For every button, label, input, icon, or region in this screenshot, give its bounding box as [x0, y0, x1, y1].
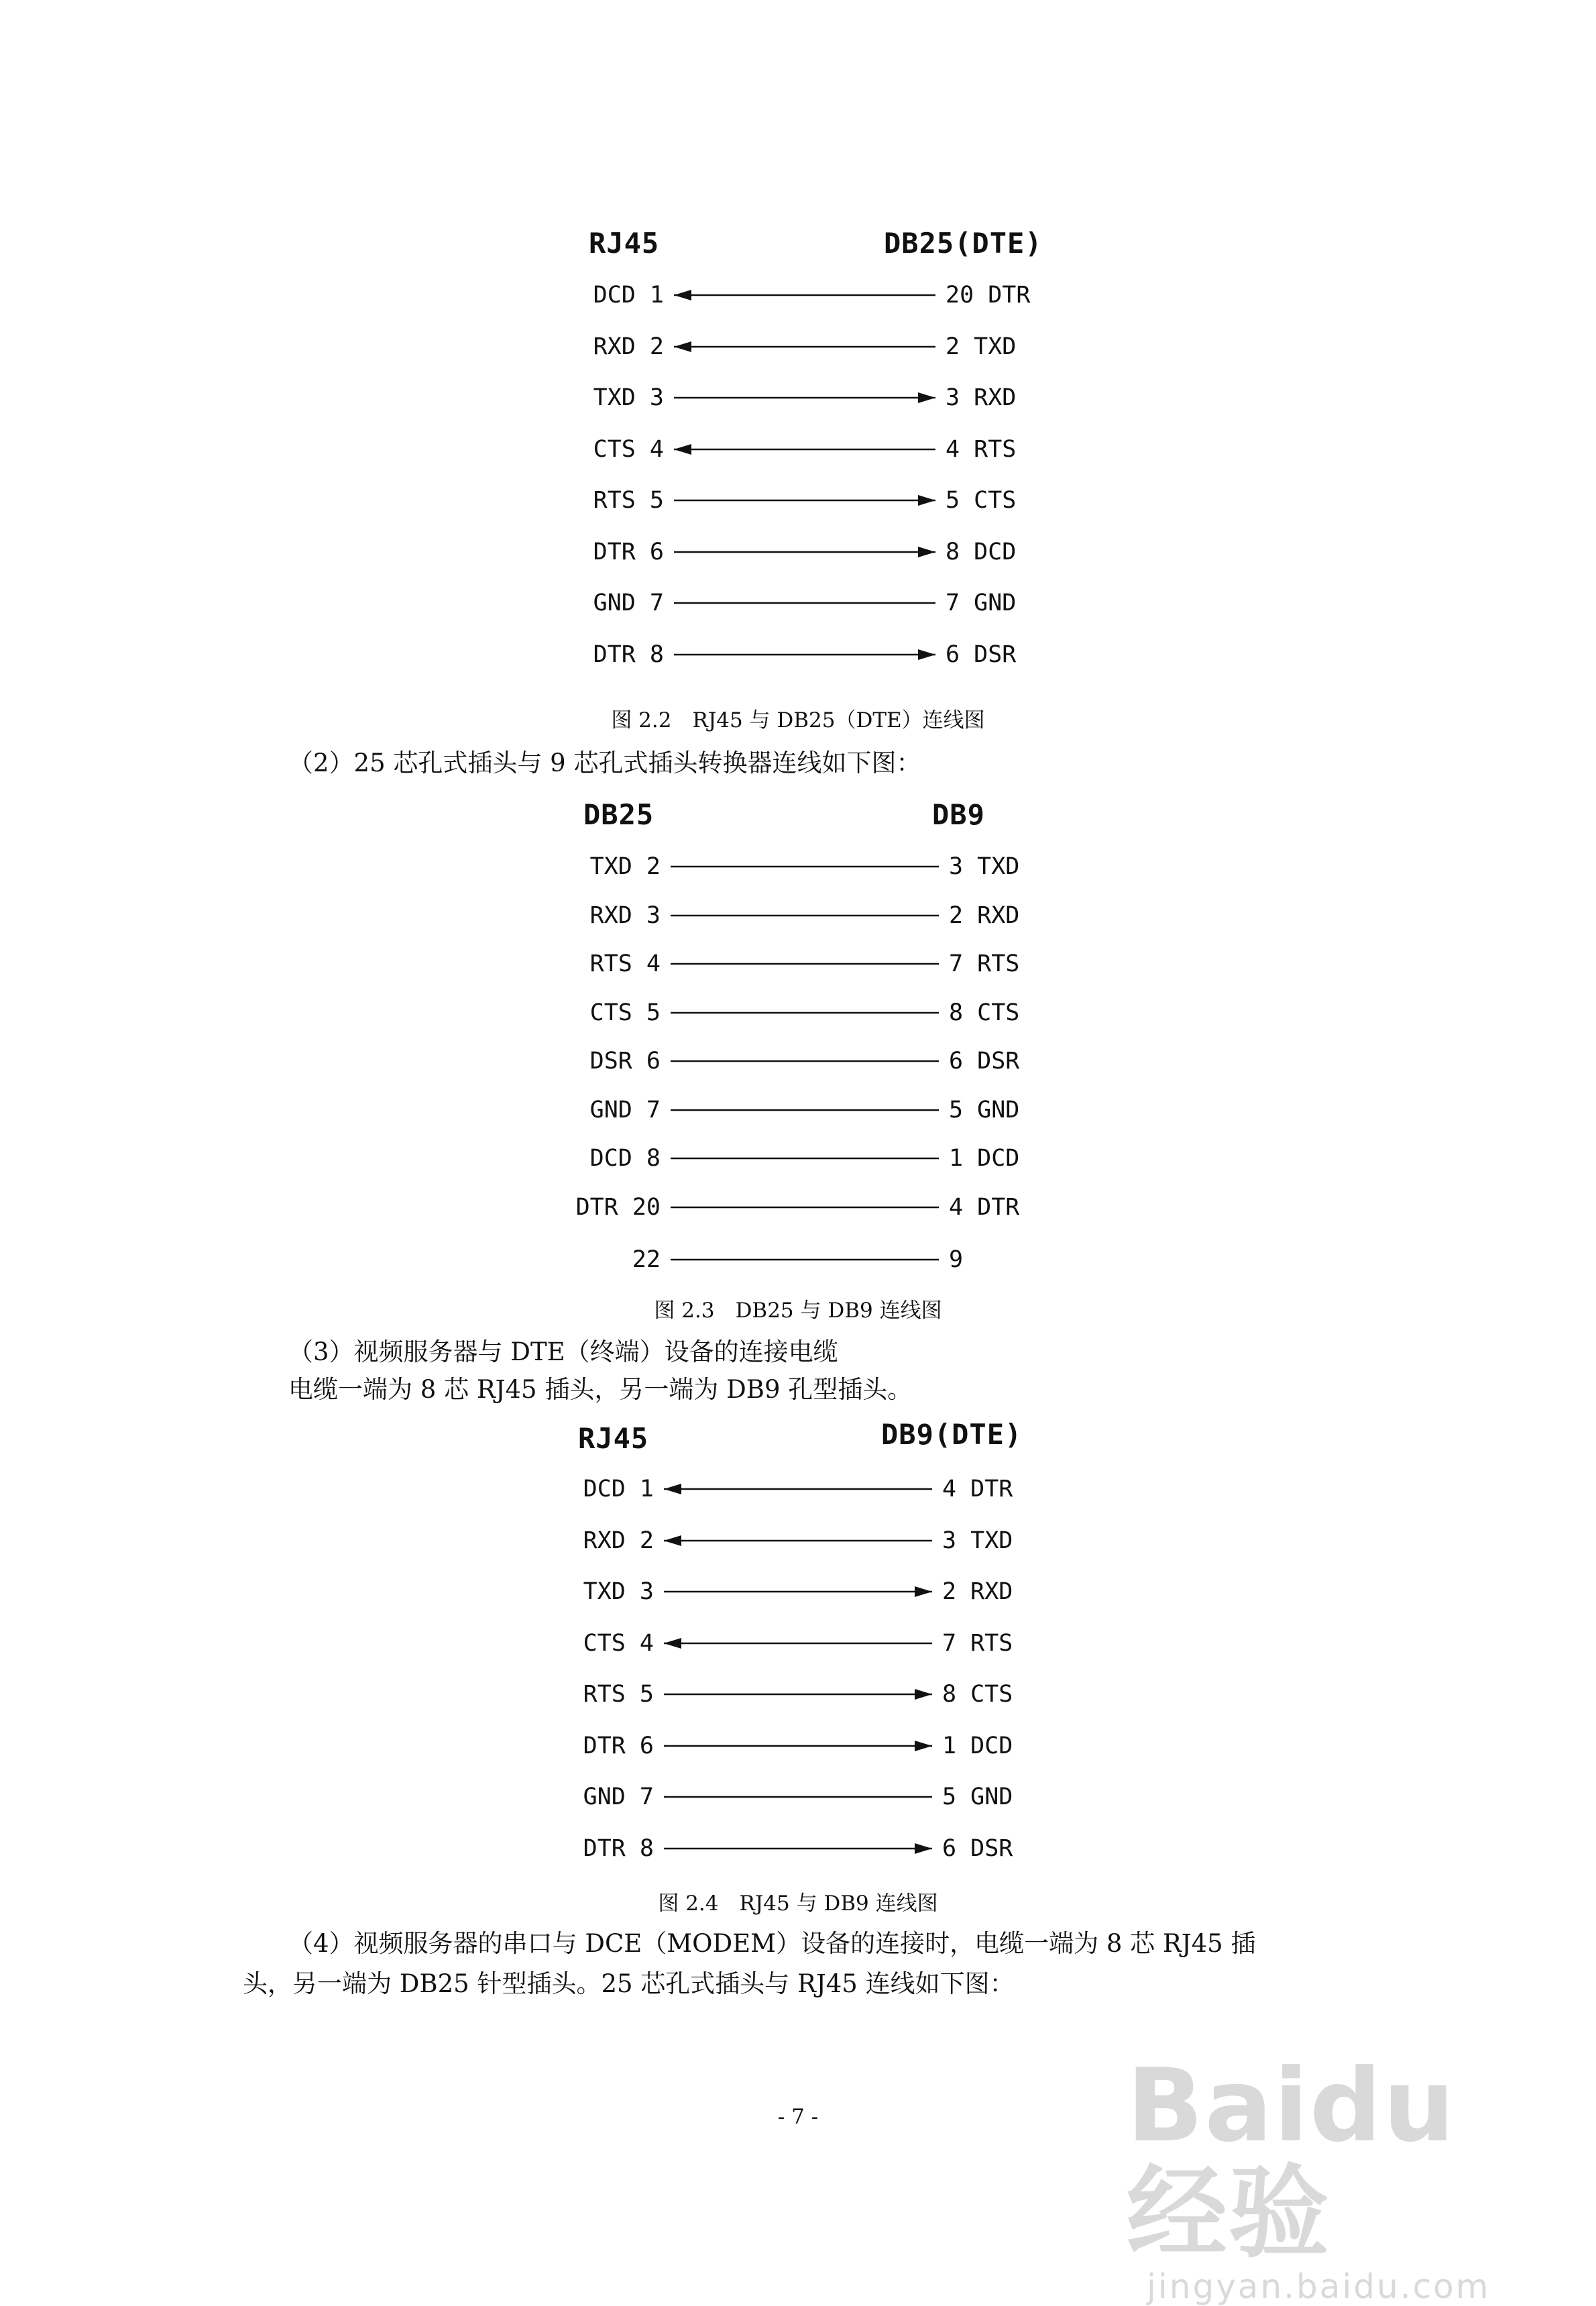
paragraph-4-line1: （4）视频服务器的串口与 DCE（MODEM）设备的连接时，电缆一端为 8 芯 RJ45 插 [288, 1929, 1256, 1958]
wire [671, 993, 939, 1033]
wire [664, 1572, 932, 1612]
pin-right-label: 20 DTR [946, 282, 1031, 309]
pin-left-label: DSR 6 [589, 1048, 661, 1075]
pin-right-label: 8 CTS [949, 999, 1020, 1026]
diagram1-left-header: RJ45 [589, 227, 660, 260]
pin-row [0, 583, 1596, 623]
wire [664, 1777, 932, 1817]
pin-row [0, 532, 1596, 572]
pin-right-label: 2 RXD [942, 1578, 1013, 1605]
pin-row [0, 1674, 1596, 1714]
pin-right-label: 7 RTS [949, 950, 1020, 977]
pin-right-label: 5 GND [949, 1096, 1020, 1123]
pin-right-label: 7 RTS [942, 1629, 1013, 1657]
arrow-right-icon [915, 1843, 932, 1854]
pin-row [0, 1469, 1596, 1509]
wire [671, 1041, 939, 1081]
pin-right-label: 7 GND [946, 590, 1017, 616]
wire [671, 1138, 939, 1178]
pin-row [0, 1828, 1596, 1869]
pin-left-label: DTR 8 [583, 1834, 654, 1862]
diagram2-caption: 图 2.3 DB25 与 DB9 连线图 [654, 1299, 942, 1323]
pin-right-label: 5 GND [942, 1783, 1013, 1810]
paragraph-4-line2: 头，另一端为 DB25 针型插头。25 芯孔式插头与 RJ45 连线如下图： [243, 1969, 1015, 1998]
wire [664, 1828, 932, 1869]
arrow-right-icon [915, 1741, 932, 1751]
pin-left-label: RXD 2 [583, 1527, 654, 1554]
pin-right-label: 1 DCD [942, 1732, 1013, 1759]
diagram2-left-header: DB25 [583, 798, 654, 831]
pin-left-label: DCD 1 [593, 282, 664, 309]
paragraph-2: （2）25 芯孔式插头与 9 芯孔式插头转换器连线如下图： [288, 749, 921, 777]
pin-right-label: 3 TXD [949, 853, 1020, 880]
diagram3-right-header: DB9(DTE) [881, 1418, 1023, 1451]
wire [671, 846, 939, 887]
wire [664, 1623, 932, 1663]
arrow-left-icon [674, 341, 691, 352]
pin-right-label: 4 RTS [946, 435, 1017, 463]
wire [664, 1521, 932, 1561]
pin-row [0, 275, 1596, 315]
pin-right-label: 1 DCD [949, 1145, 1020, 1172]
arrow-left-icon [664, 1535, 681, 1546]
pin-right-label: 2 TXD [946, 333, 1017, 360]
wire [674, 583, 935, 623]
pin-left-label: DCD 8 [589, 1145, 661, 1172]
pin-row [0, 895, 1596, 936]
pin-left-label: DTR 20 [575, 1193, 661, 1221]
pin-right-label: 4 DTR [942, 1476, 1013, 1502]
pin-right-label: 9 [949, 1246, 964, 1273]
arrow-right-icon [915, 1689, 932, 1700]
pin-left-label: DTR 8 [593, 641, 664, 668]
pin-row [0, 1240, 1596, 1280]
arrow-left-icon [664, 1484, 681, 1494]
pin-left-label: RTS 4 [589, 950, 661, 977]
baidu-jingyan-watermark [1127, 2048, 1502, 2306]
pin-left-label: CTS 4 [583, 1629, 654, 1657]
pin-left-label: RTS 5 [583, 1681, 654, 1708]
wire [664, 1674, 932, 1714]
pin-row [0, 1521, 1596, 1561]
arrow-right-icon [918, 649, 935, 660]
diagram1-right-header: DB25(DTE) [884, 227, 1043, 260]
pin-left-label: GND 7 [583, 1783, 654, 1810]
pin-left-label: TXD 3 [593, 384, 664, 411]
pin-left-label: 22 [632, 1246, 661, 1273]
pin-row [0, 1041, 1596, 1081]
paragraph-3-detail: 电缆一端为 8 芯 RJ45 插头，另一端为 DB9 孔型插头。 [288, 1375, 913, 1404]
pin-row [0, 993, 1596, 1033]
pin-right-label: 3 TXD [942, 1527, 1013, 1554]
pin-row [0, 1726, 1596, 1766]
wire [674, 429, 935, 470]
arrow-left-icon [664, 1638, 681, 1649]
wire [674, 327, 935, 367]
wire [671, 944, 939, 984]
pin-right-label: 8 DCD [946, 538, 1017, 565]
pin-row [0, 1623, 1596, 1663]
pin-left-label: TXD 3 [583, 1578, 654, 1605]
pin-right-label: 8 CTS [942, 1681, 1013, 1708]
wire [664, 1469, 932, 1509]
pin-row [0, 1777, 1596, 1817]
arrow-right-icon [915, 1586, 932, 1597]
pin-row [0, 635, 1596, 675]
diagram3-left-header: RJ45 [578, 1422, 649, 1455]
pin-left-label: RXD 2 [593, 333, 664, 360]
pin-right-label: 6 DSR [942, 1834, 1013, 1862]
paragraph-3: （3）视频服务器与 DTE（终端）设备的连接电缆 [288, 1337, 838, 1366]
wire [674, 635, 935, 675]
pin-row [0, 1187, 1596, 1227]
pin-row [0, 327, 1596, 367]
pin-right-label: 6 DSR [946, 641, 1017, 668]
wire [674, 532, 935, 572]
pin-row [0, 1138, 1596, 1178]
wire [671, 1240, 939, 1280]
pin-row [0, 378, 1596, 418]
pin-row [0, 480, 1596, 520]
arrow-right-icon [918, 495, 935, 506]
pin-left-label: TXD 2 [589, 853, 661, 880]
wire [674, 275, 935, 315]
watermark-site: jingyan.baidu.com [1147, 2267, 1491, 2306]
pin-row [0, 1090, 1596, 1130]
pin-left-label: GND 7 [589, 1096, 661, 1123]
pin-right-label: 6 DSR [949, 1048, 1020, 1075]
arrow-right-icon [918, 392, 935, 403]
pin-left-label: CTS 5 [589, 999, 661, 1026]
page-number: - 7 - [777, 2105, 819, 2129]
pin-right-label: 2 RXD [949, 901, 1020, 929]
pin-left-label: DTR 6 [593, 538, 664, 565]
pin-row [0, 944, 1596, 984]
pin-row [0, 1572, 1596, 1612]
pin-left-label: CTS 4 [593, 435, 664, 463]
arrow-left-icon [674, 290, 691, 300]
pin-left-label: DCD 1 [583, 1476, 654, 1502]
arrow-left-icon [674, 444, 691, 455]
watermark-logo: Baidu经验 [1127, 2048, 1457, 2272]
arrow-right-icon [918, 547, 935, 557]
pin-right-label: 3 RXD [946, 384, 1017, 411]
wire [664, 1726, 932, 1766]
wire [671, 895, 939, 936]
pin-left-label: RTS 5 [593, 487, 664, 514]
wire [674, 480, 935, 520]
wire [674, 378, 935, 418]
pin-left-label: DTR 6 [583, 1732, 654, 1759]
wire [671, 1090, 939, 1130]
pin-row [0, 846, 1596, 887]
pin-row [0, 429, 1596, 470]
diagram3-caption: 图 2.4 RJ45 与 DB9 连线图 [658, 1891, 938, 1916]
pin-left-label: RXD 3 [589, 901, 661, 929]
pin-right-label: 4 DTR [949, 1193, 1020, 1221]
diagram1-caption: 图 2.2 RJ45 与 DB25（DTE）连线图 [611, 708, 985, 732]
pin-left-label: GND 7 [593, 590, 664, 616]
wire [671, 1187, 939, 1227]
diagram2-right-header: DB9 [932, 798, 985, 831]
pin-right-label: 5 CTS [946, 487, 1017, 514]
